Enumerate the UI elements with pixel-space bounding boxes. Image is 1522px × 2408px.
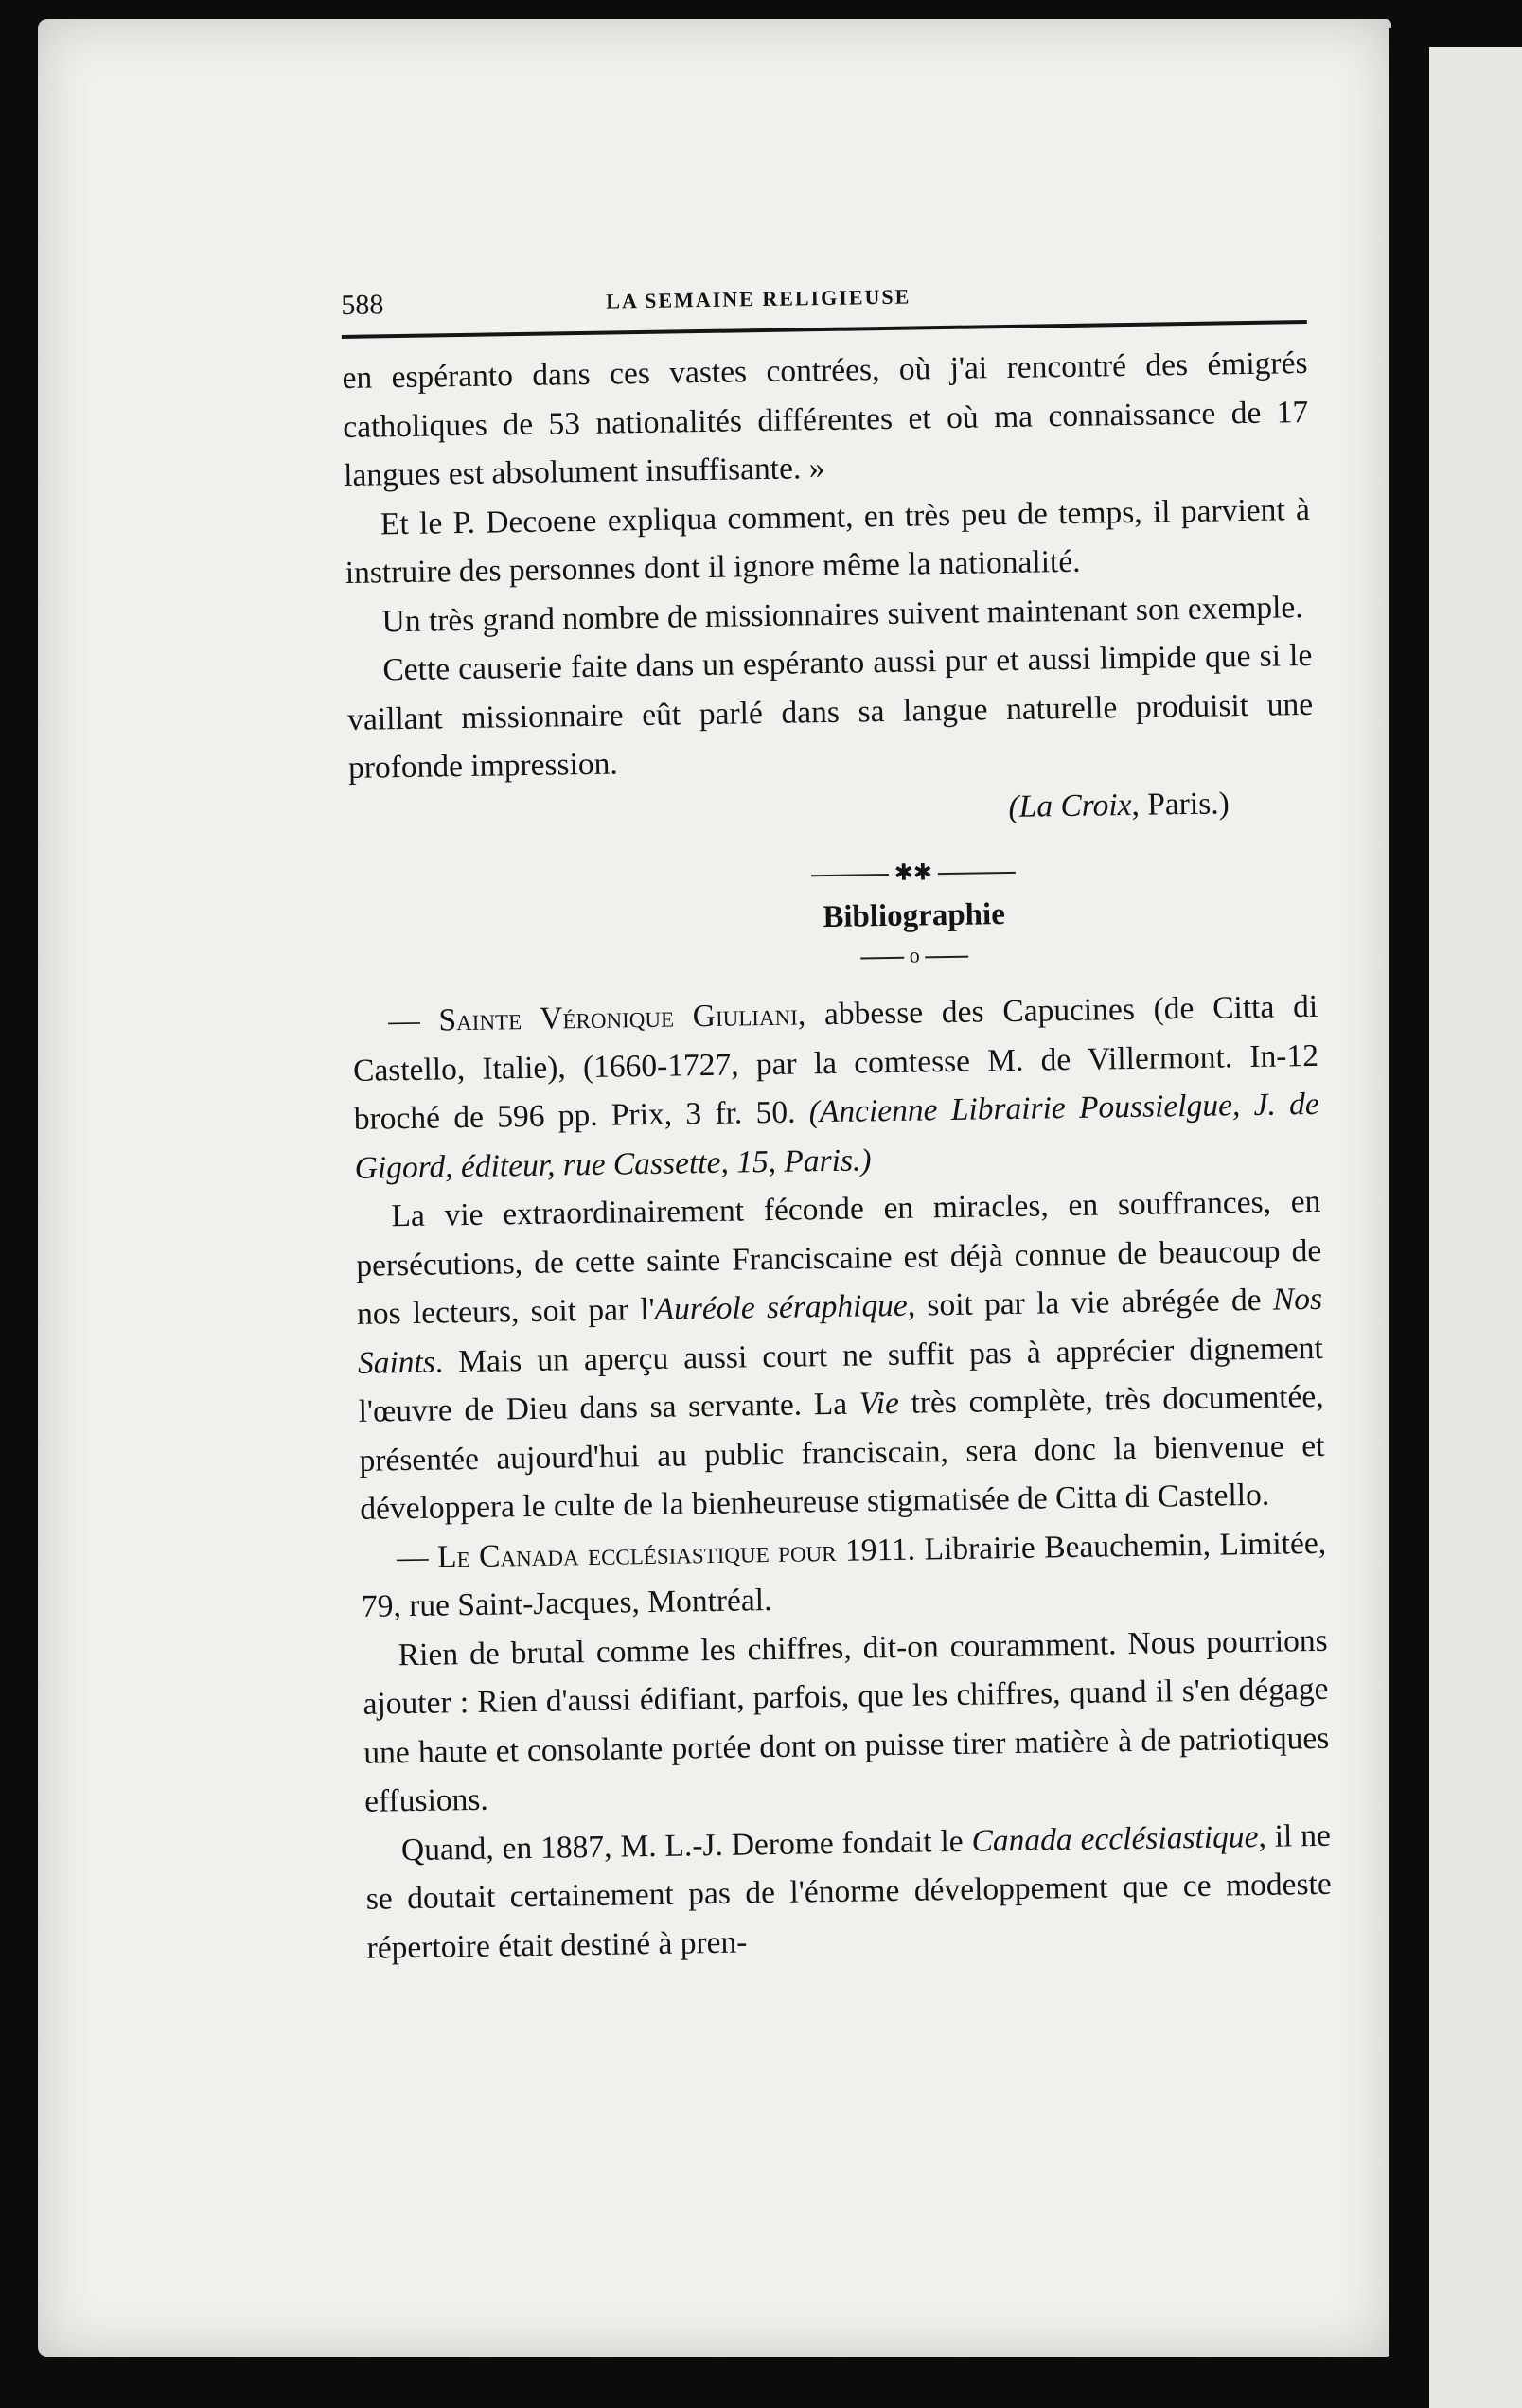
running-title: LA SEMAINE RELIGIEUSE — [606, 284, 911, 313]
source-rest: , Paris.) — [1131, 785, 1230, 823]
entry-name: Le Canada ecclésiastique pour — [436, 1532, 837, 1575]
entry-details: , abbesse des Capucines (de Citta di Castello, Italie), (1660-1727, par la comtesse M. de Villermont. In-12 broché de 596 pp. Prix, 3 fr. 50. — [352, 988, 1319, 1137]
text-run: . Mais un aperçu aussi court ne suffit pas à apprécier dignement l'œuvre de Dieu dans sa servante. La — [358, 1330, 1324, 1429]
separator-circle: o — [909, 943, 920, 967]
paragraph-causerie: Cette causerie faite dans un espéranto aussi pur et aussi limpide que si le vaillant missionnaire eût parlé dans sa langue naturelle produisit une profonde impression. — [346, 637, 1314, 786]
text-run: Quand, en 1887, M. L.-J. Derome fondait le — [400, 1823, 972, 1868]
entry-publisher: (Ancienne Librairie Poussielgue, J. de Gigord, éditeur, rue Cassette, 15, Paris.) — [354, 1086, 1320, 1186]
text-run: La vie extraordinairement féconde en miracles, en souffrances, en persécutions, de cette sainte Franciscaine est déjà connue de beaucoup de nos lecteurs, soit par l' — [355, 1183, 1322, 1332]
text-run: , soit par la vie abrégée de — [907, 1282, 1274, 1323]
text-run: , il ne se doutait certainement pas de l'énorme développement que ce modeste répertoire était destiné à pren- — [365, 1817, 1332, 1966]
entry-details: 1911. Librairie Beauchemin, Limitée, 79, rue Saint-Jacques, Montréal. — [361, 1525, 1327, 1624]
separator-line-left — [860, 957, 904, 960]
section-heading: Bibliographie — [823, 897, 1006, 935]
page-gutter — [1389, 28, 1431, 2408]
ornament-line-left — [811, 874, 889, 876]
separator-line-right — [925, 956, 968, 959]
paragraph-vie — [355, 1177, 1326, 1533]
source-paren: ( — [1008, 788, 1019, 824]
ornament-glyph: ✱✱ — [894, 860, 933, 886]
title-canada: Canada ecclésiastique — [971, 1818, 1259, 1859]
entry-name: Sainte Véronique Giuliani — [438, 997, 799, 1038]
page-content — [341, 269, 1333, 1973]
bibliography-entry-canada — [361, 1518, 1327, 1631]
source-title: La Croix — [1018, 787, 1132, 824]
paragraph-missionaries: Un très grand nombre de missionnaires suivent maintenant son exemple. — [381, 589, 1303, 639]
text-run: très complète, très documentée, présentée aujourd'hui au public franciscain, sera donc la bienvenue et développera le culte de la bienheureuse stigmatisée de Citta di Castello. — [359, 1378, 1325, 1527]
entry-dash: — — [387, 1002, 439, 1039]
paragraph-decoene: Et le P. Decoene expliqua comment, en très peu de temps, il parvient à instruire des personnes dont il ignore même la nationalité. — [345, 491, 1311, 591]
ornament-line-right — [938, 872, 1016, 875]
page-number: 588 — [341, 289, 384, 321]
title-vie: Vie — [858, 1385, 900, 1422]
paragraph-chiffres: Rien de brutal comme les chiffres, dit-on couramment. Nous pourrions ajouter : Rien d'aussi édifiant, parfois, que les chiffres, quand il s'en dégage une haute et consolante portée dont on puisse tirer matière à de patriotiques effusions. — [363, 1622, 1330, 1819]
paragraph-continuation: en espéranto dans ces vastes contrées, où j'ai rencontré des émigrés catholiques de 53 nationalités différentes et où ma connaissance de 17 langues est absolument insuffisante. » — [342, 345, 1309, 493]
title-nos-saints: Nos Saints — [357, 1281, 1323, 1381]
facing-page-edge — [1429, 47, 1522, 2408]
bibliography-entry-veronique — [352, 983, 1320, 1193]
entry-dash: — — [396, 1539, 438, 1575]
paragraph-derome — [365, 1811, 1333, 1973]
title-aureole: Auréole séraphique — [654, 1287, 909, 1327]
